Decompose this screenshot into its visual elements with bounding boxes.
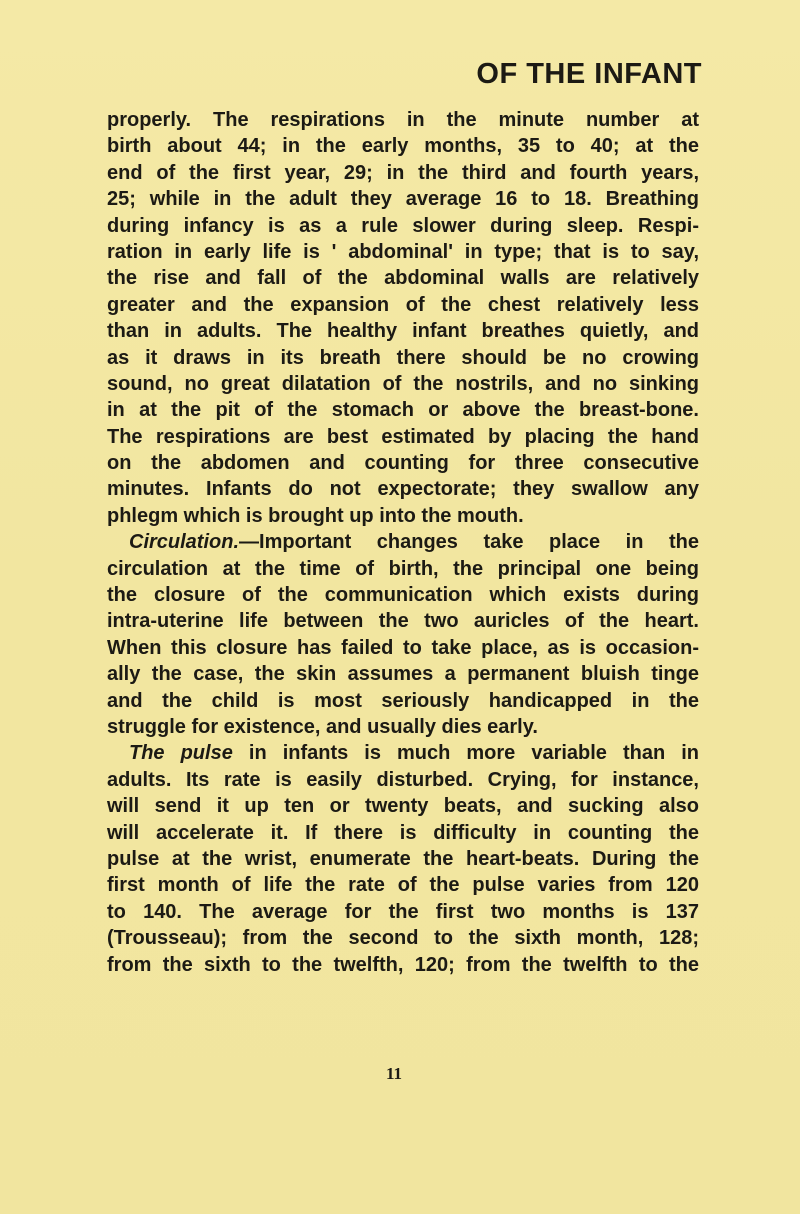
text-line: in at the pit of the stomach or above the breast-bone.	[107, 399, 699, 422]
body-text	[107, 107, 699, 978]
text-line: adults. Its rate is easily disturbed. Crying, for instance,	[107, 768, 699, 791]
text-line: on the abdomen and counting for three consecutive	[107, 452, 699, 475]
section-heading-pulse: The pulse	[129, 742, 233, 765]
text-line: from the sixth to the twelfth, 120; from the twelfth to the	[107, 953, 699, 976]
text-line: as it draws in its breath there should be no crowing	[107, 346, 699, 369]
text-line: will send it up ten or twenty beats, and sucking also	[107, 795, 699, 818]
text-line: circulation at the time of birth, the principal one being	[107, 557, 699, 580]
text-line	[107, 529, 699, 555]
text-line: minutes. Infants do not expectorate; they swallow any	[107, 478, 699, 501]
text-line: and the child is most seriously handicapped in the	[107, 689, 699, 712]
text-line: the closure of the communication which exists during	[107, 584, 699, 607]
text-line: birth about 44; in the early months, 35 to 40; at the	[107, 135, 699, 158]
section-heading-circulation: Circulation.	[129, 531, 240, 554]
text-line: The respirations are best estimated by placing the hand	[107, 425, 699, 448]
text-line: properly. The respirations in the minute number at	[107, 109, 699, 131]
text-line: end of the first year, 29; in the third and fourth years,	[107, 161, 699, 184]
text-line: the rise and fall of the abdominal walls are relatively	[107, 267, 699, 290]
text-line: ally the case, the skin assumes a permanent bluish tinge	[107, 663, 699, 686]
text-line: ration in early life is ' abdominal' in type; that is to say,	[107, 240, 699, 263]
text-line: during infancy is as a rule slower during sleep. Respi-	[107, 214, 699, 237]
text-line: will accelerate it. If there is difficulty in counting the	[107, 821, 699, 844]
text-line: greater and the expansion of the chest relatively less	[107, 293, 699, 316]
text-line: When this closure has failed to take place, as is occasion-	[107, 636, 699, 659]
text-line: sound, no great dilatation of the nostrils, and no sinking	[107, 372, 699, 395]
text-fragment: —Important changes take place in the	[239, 531, 699, 554]
text-line: than in adults. The healthy infant breathes quietly, and	[107, 320, 699, 343]
running-head: OF THE INFANT	[476, 58, 702, 90]
text-line: pulse at the wrist, enumerate the heart-beats. During the	[107, 847, 699, 870]
text-line: to 140. The average for the first two months is 137	[107, 900, 699, 923]
text-line: intra-uterine life between the two auricles of the heart.	[107, 610, 699, 633]
text-line: first month of life the rate of the pulse varies from 120	[107, 874, 699, 897]
text-fragment: in infants is much more variable than in	[232, 742, 699, 765]
text-line	[107, 740, 699, 766]
text-line: struggle for existence, and usually dies early.	[107, 715, 538, 738]
text-line: (Trousseau); from the second to the sixth month, 128;	[107, 927, 699, 950]
text-line: phlegm which is brought up into the mouth.	[107, 504, 524, 527]
page-number: 11	[386, 1064, 403, 1083]
text-line: 25; while in the adult they average 16 to 18. Breathing	[107, 188, 699, 211]
